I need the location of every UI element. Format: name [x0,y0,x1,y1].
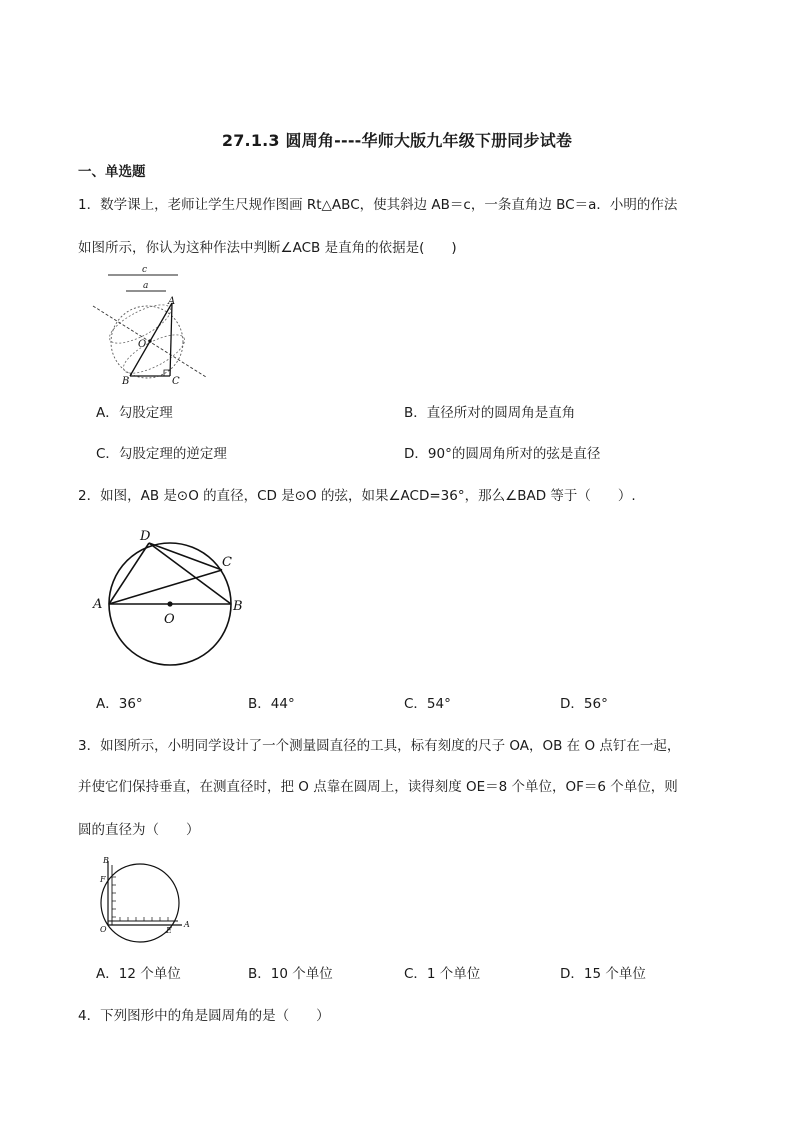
label-B: B [103,856,109,865]
q1-option-b[interactable]: B．直径所对的圆周角是直角 [404,405,576,421]
q2-text-line1: 2．如图，AB 是⊙O 的直径，CD 是⊙O 的弦，如果∠ACD=36°，那么∠BAD 等于（ ）. [78,488,636,504]
label-C: C [222,555,232,570]
q1-figure [88,262,218,387]
q3-option-a[interactable]: A．12 个单位 [96,966,181,982]
q3-text-line2: 并使它们保持垂直，在测直径时，把 O 点靠在圆周上，读得刻度 OE＝8 个单位，OF＝6 个单位，则 [78,779,678,795]
q3-option-d[interactable]: D．15 个单位 [560,966,646,982]
chord-DC [149,543,222,570]
q2-option-b[interactable]: B．44° [248,696,295,712]
q1-text-line1: 1．数学课上，老师让学生尺规作图画 Rt△ABC，使其斜边 AB＝c，一条直角边 BC＝a．小明的作法 [78,197,678,213]
q4-text-line1: 4．下列图形中的角是圆周角的是（ ） [78,1008,330,1024]
q2-option-c[interactable]: C．54° [404,696,451,712]
label-a: a [143,281,149,291]
q1-option-d[interactable]: D．90°的圆周角所对的弦是直径 [404,446,601,462]
label-A: A [93,597,103,612]
q3-option-b[interactable]: B．10 个单位 [248,966,333,982]
q2-option-a[interactable]: A．36° [96,696,143,712]
label-D: D [140,529,151,544]
section-heading: 一、单选题 [78,164,146,180]
label-O: O [138,339,147,350]
label-c: c [142,265,148,275]
q1-option-c[interactable]: C．勾股定理的逆定理 [96,446,227,462]
q1-option-a[interactable]: A．勾股定理 [96,405,173,421]
side-AB [130,303,172,376]
q3-option-c[interactable]: C．1 个单位 [404,966,481,982]
label-A: A [184,920,190,929]
q2-option-d[interactable]: D．56° [560,696,608,712]
chord-AD [109,543,149,604]
label-O: O [164,612,175,627]
chord-DB [149,543,231,604]
ruler-ticks [112,877,168,921]
label-B: B [233,599,243,614]
chord-AC [109,570,222,604]
label-B: B [122,376,130,387]
q3-text-line1: 3．如图所示，小明同学设计了一个测量圆直径的工具，标有刻度的尺子 OA，OB 在 O 点钉在一起， [78,738,681,754]
label-C: C [172,376,180,387]
center-dot [167,601,172,606]
label-O: O [100,925,107,934]
point-O [148,339,151,342]
q3-figure [96,855,196,941]
label-F: F [100,875,106,884]
q2-figure [90,522,250,672]
label-A: A [168,296,176,307]
q1-text-line2: 如图所示，你认为这种作法中判断∠ACB 是直角的依据是( ) [78,240,457,256]
label-E: E [166,926,172,935]
side-AC [170,303,172,376]
q3-text-line3: 圆的直径为（ ） [78,822,200,838]
page-title: 27.1.3 圆周角----华师大版九年级下册同步试卷 [221,131,573,150]
